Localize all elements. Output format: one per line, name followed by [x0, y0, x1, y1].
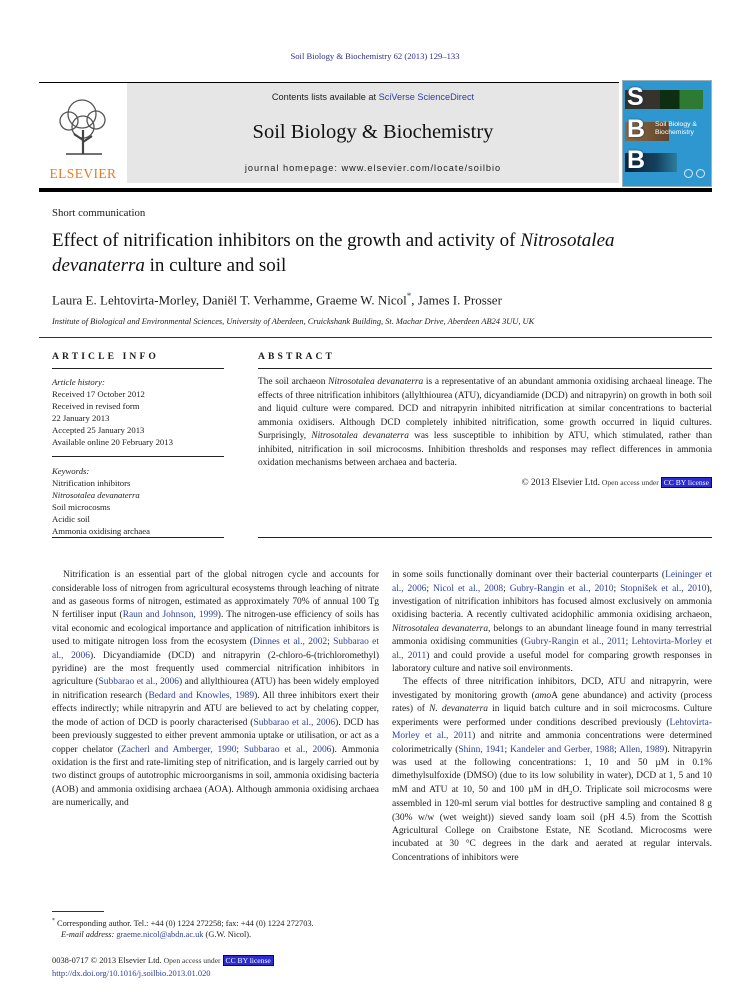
inline-link[interactable]: Nicol et al., 2008 — [433, 583, 504, 594]
text-segment: ) and nitrite and ammonia concentrations were determined colorimetrically ( — [392, 731, 712, 755]
contents-prefix: Contents lists available at — [271, 92, 379, 102]
text-segment: ). Nitrapyrin was used at the following concentrations: 1, 10 and 50 µM in 0.1% dimethylsulfoxide (DMSO) (due to its low solubility in water), DCD at 1, 5 and 10 mM and ATU at 10, 50 and 100 µM in dH — [392, 744, 712, 795]
body-paragraph — [392, 569, 712, 676]
text-segment: ; — [426, 583, 433, 594]
article-history — [52, 376, 224, 448]
inline-link[interactable]: Stopnišek et al., 2010 — [620, 583, 707, 594]
text-segment: * — [52, 917, 55, 924]
article-info-heading: ARTICLE INFO — [52, 351, 159, 363]
elsevier-tree-icon — [52, 94, 114, 165]
text-segment: ). Dicyandiamide (DCD) and nitrapyrin (2-chloro-6-(trichloromethyl) pyridine) are the most frequently used commercial nitrification inhibitors in agriculture ( — [52, 650, 379, 688]
article-info-divider — [52, 456, 224, 457]
text-segment: ) and could provide a useful model for comparing growth responses in laboratory culture and native soil environments. — [392, 650, 712, 675]
text-segment: Received 17 October 2012 — [52, 389, 145, 400]
body-paragraph — [52, 569, 379, 811]
cover-letter-s: S — [627, 83, 644, 111]
abstract-heading: ABSTRACT — [258, 351, 336, 363]
journal-title: Soil Biology & Biochemistry — [252, 121, 494, 143]
text-segment: ). The nitrogen-use efficiency of soils has vital economic and ecological importance and application of nitrification inhibitors is used to mitigate nitrogen loss from the ecosystem ( — [52, 610, 380, 648]
page-footer — [52, 954, 712, 979]
article-history-label: Article history: — [52, 377, 105, 388]
inline-link[interactable]: Subbarao et al., 2006 — [253, 717, 336, 728]
corresponding-author-footnote — [52, 911, 379, 941]
text-segment: ; — [614, 744, 620, 755]
text-segment: (G.W. Nicol). — [203, 930, 252, 940]
text-segment: Ammonia oxidising archaea — [52, 526, 150, 537]
abstract-column — [258, 351, 712, 538]
text-segment: Received in revised form — [52, 401, 140, 412]
cover-journal-title: Soil Biology & Biochemistry — [655, 121, 697, 137]
text-segment: O. Triplicate soil microcosms were assembled in 120-ml serum vial bottles for destructive sampling and contained 8 g (30% w/w (wet weight)) sieved sandy loam soil (pH 4.5) from the Scottish Agricultural College on Craibstone Estate, NE Scotland. Microcosms were incubated at 30 °C degrees in the dark and aerated at regular intervals. Concentrations of inhibitors were — [392, 784, 712, 863]
text-segment: , James I. Prosser — [411, 292, 502, 308]
text-segment: N. devanaterra — [429, 704, 488, 715]
text-segment: The effects of three nitrification inhibitors, DCD, ATU and nitrapyrin, were investigated by monitoring growth ( — [392, 677, 712, 701]
abstract-heading-rule — [258, 368, 712, 369]
left-column-paragraphs — [52, 569, 379, 811]
text-segment: ; — [327, 637, 334, 648]
text-segment: ; — [625, 637, 632, 648]
body-right-column — [392, 569, 712, 941]
elsevier-logo[interactable] — [39, 83, 127, 183]
text-segment: 2 — [569, 789, 573, 797]
authors-line — [52, 291, 712, 308]
text-segment: in some soils functionally dominant over their bacterial counterparts ( — [392, 570, 666, 581]
text-segment: in culture and soil — [144, 254, 287, 276]
sciverse-sciencedirect-link[interactable]: SciVerse ScienceDirect — [378, 92, 475, 102]
inline-link[interactable]: graeme.nicol@abdn.ac.uk — [116, 930, 204, 940]
issn-copyright-text: 0038-0717 © 2013 Elsevier Ltd. — [52, 955, 162, 966]
text-segment: was less susceptible to inhibition by ATU, which stimulated, rather than inhibited, nitrification in soil microcosms. Inhibition thresholds and responses may reflect differences in ammonia oxidation mechanisms between archaea and bacteria. — [258, 431, 713, 469]
cover-emblem-icons — [684, 169, 705, 178]
inline-link[interactable]: Shinn, 1941 — [458, 744, 505, 755]
text-segment: ; — [504, 744, 511, 755]
text-segment: , belongs to an abundant lineage found in many terrestrial ammonia oxidising communities ( — [392, 623, 712, 648]
text-segment: ; — [613, 583, 621, 594]
journal-homepage-link[interactable]: journal homepage: www.elsevier.com/locate/soilbio — [244, 163, 502, 173]
text-segment: ; — [236, 744, 244, 755]
text-segment: Acidic soil — [52, 514, 90, 525]
inline-link[interactable]: Subbarao et al., 2006 — [52, 637, 379, 661]
keywords-label: Keywords: — [52, 466, 90, 477]
text-segment: The soil archaeon — [258, 377, 329, 388]
inline-link[interactable]: Lehtovirta-Morley et al., 2011 — [392, 717, 712, 742]
open-access-text: Open access under — [599, 477, 661, 487]
inline-link[interactable]: Allen, 1989 — [619, 744, 665, 755]
text-segment: E-mail address: — [61, 930, 117, 940]
text-segment: ) and allylthiourea (ATU) has been widely employed in nitrification research ( — [52, 677, 379, 701]
text-segment: Nitrosotalea devanaterra — [328, 377, 424, 388]
elsevier-wordmark: ELSEVIER — [49, 166, 117, 181]
text-segment: Nitrosotalea devanaterra — [52, 490, 140, 501]
inline-link[interactable]: Kandeler and Gerber, 1988 — [510, 744, 615, 755]
footer-cc-by-license-badge[interactable]: CC BY license — [223, 955, 274, 966]
body-paragraph — [392, 676, 712, 865]
text-segment: 22 January 2013 — [52, 413, 110, 424]
journal-banner — [39, 82, 712, 192]
inline-link[interactable]: Dinnes et al., 2002 — [253, 637, 328, 648]
running-head-citation: Soil Biology & Biochemistry 62 (2013) 129–133 — [290, 51, 460, 61]
inline-link[interactable]: Subbarao et al., 2006 — [243, 744, 332, 755]
keywords-lines — [52, 477, 224, 537]
inline-link[interactable]: Gubry-Rangin et al., 2011 — [524, 637, 626, 648]
article-info-heading-rule — [52, 368, 224, 369]
text-segment: Effect of nitrification inhibitors on the growth and activity of — [52, 229, 521, 251]
text-segment: A gene abundance) and activity (process rates) of — [392, 690, 712, 715]
text-segment: ). All three inhibitors exert their effects indirectly; while nitrapyrin and ATU are believed to act by chelating copper, the mode of action of DCD is poorly characterised ( — [52, 690, 379, 728]
footnote-divider — [52, 911, 104, 912]
text-segment: Nitrosotalea devanaterra — [311, 431, 409, 442]
affiliation-line: Institute of Biological and Environmental Sciences, University of Aberdeen, Cruickshank Building, St. Machar Drive, Aberdeen AB24 3UU, UK — [52, 317, 535, 327]
footnote-line-2 — [52, 929, 379, 941]
body-left-column — [52, 569, 379, 941]
text-segment: ). Ammonia oxidation is the first and rate-limiting step of nitrification, and is largely carried out by two distinct groups of autotrophic microorganisms in soil, ammonia oxidising bacteria (AOB) and ammonia oxidising archaea (AOA). Although ammonia oxidising archaea are numerically, and — [52, 744, 379, 809]
footer-open-access-text: Open access under — [161, 956, 223, 966]
article-history-lines — [52, 388, 224, 448]
inline-link[interactable]: Zacherl and Amberger, 1990 — [120, 744, 237, 755]
meta-section — [52, 351, 712, 538]
inline-link[interactable]: Raun and Johnson, 1999 — [122, 610, 218, 621]
cc-by-license-badge[interactable]: CC BY license — [661, 477, 712, 488]
banner-center-panel — [127, 83, 619, 183]
text-segment: Available online 20 February 2013 — [52, 437, 173, 448]
text-segment: Nitrosotalea devanaterra — [392, 623, 489, 634]
doi-link[interactable]: http://dx.doi.org/10.1016/j.soilbio.2013.01.020 — [52, 967, 211, 978]
article-type-label: Short communication — [52, 206, 146, 219]
keywords-block — [52, 465, 224, 537]
text-segment: ), investigation of nitrification inhibitors has focused almost exclusively on ammonia oxidising bacteria. A recently cultivated acidophilic ammonia oxidising archaeon, — [392, 583, 712, 621]
title-divider — [39, 337, 712, 338]
text-segment: Nitrosotalea devanaterra — [52, 229, 615, 276]
text-segment: Accepted 25 January 2013 — [52, 425, 145, 436]
text-segment: Nitrification is an essential part of the global nitrogen cycle and accounts for considerable loss of nitrogen from agricultural ecosystems through leaching of nitrate and as gaseous forms of nitrogen, estimated as approximately 70% of annual 100 Tg N fertiliser input ( — [52, 570, 379, 621]
text-segment: Laura E. Lehtovirta-Morley, Daniël T. Verhamme, Graeme W. Nicol — [52, 292, 407, 308]
footnote-line-1 — [52, 917, 379, 930]
inline-link[interactable]: Gubry-Rangin et al., 2010 — [509, 583, 614, 594]
inline-link[interactable]: Leininger et al., 2006 — [392, 570, 712, 594]
inline-link[interactable]: * — [406, 290, 412, 301]
contents-line — [133, 92, 613, 102]
article-info-column — [52, 351, 224, 538]
right-column-paragraphs — [392, 569, 712, 865]
body-text-section — [52, 569, 712, 941]
copyright-text: © 2013 Elsevier Ltd. — [521, 477, 600, 488]
text-segment: is a representative of an abundant ammonia oxidising archaeal lineage. The effects of three nitrification inhibitors (allylthiourea (ATU), dicyandiamide (DCD) and nitrapyrin) on growth in both soil and liquid culture were compared. DCD and nitrapyrin inhibited nitrification at similar concentrations to bacterial ammonia oxidisers. Although DCD completely inhibited nitrification, some growth occurred in liquid cultures. Surprisingly, — [258, 377, 712, 442]
article-title — [52, 228, 695, 278]
cover-letter-b2: B — [627, 146, 646, 174]
copyright-line — [258, 478, 712, 488]
inline-link[interactable]: Bedard and Knowles, 1989 — [148, 690, 255, 701]
text-segment: ; — [503, 583, 510, 594]
text-segment: amo — [534, 690, 552, 701]
banner-divider — [39, 188, 712, 192]
text-segment: Soil microcosms — [52, 502, 111, 513]
journal-cover-thumbnail[interactable] — [622, 80, 712, 187]
inline-link[interactable]: Lehtovirta-Morley et al., 2011 — [392, 637, 712, 661]
text-segment: Nitrification inhibitors — [52, 478, 131, 489]
cover-letter-b1: B — [627, 115, 646, 143]
footer-issn-line — [52, 954, 712, 967]
text-segment: ). DCD has been previously suggested to either prevent ammonia uptake or utilisation, or act as a copper chelator ( — [52, 717, 379, 755]
text-segment: Corresponding author. Tel.: +44 (0) 1224 272258; fax: +44 (0) 1224 272703. — [54, 918, 314, 928]
inline-link[interactable]: Subbarao et al., 2006 — [98, 677, 179, 688]
text-segment: in liquid batch culture and in soil microcosms. Culture experiments were performed under conditions described previously ( — [392, 704, 712, 728]
abstract-text — [258, 376, 712, 471]
